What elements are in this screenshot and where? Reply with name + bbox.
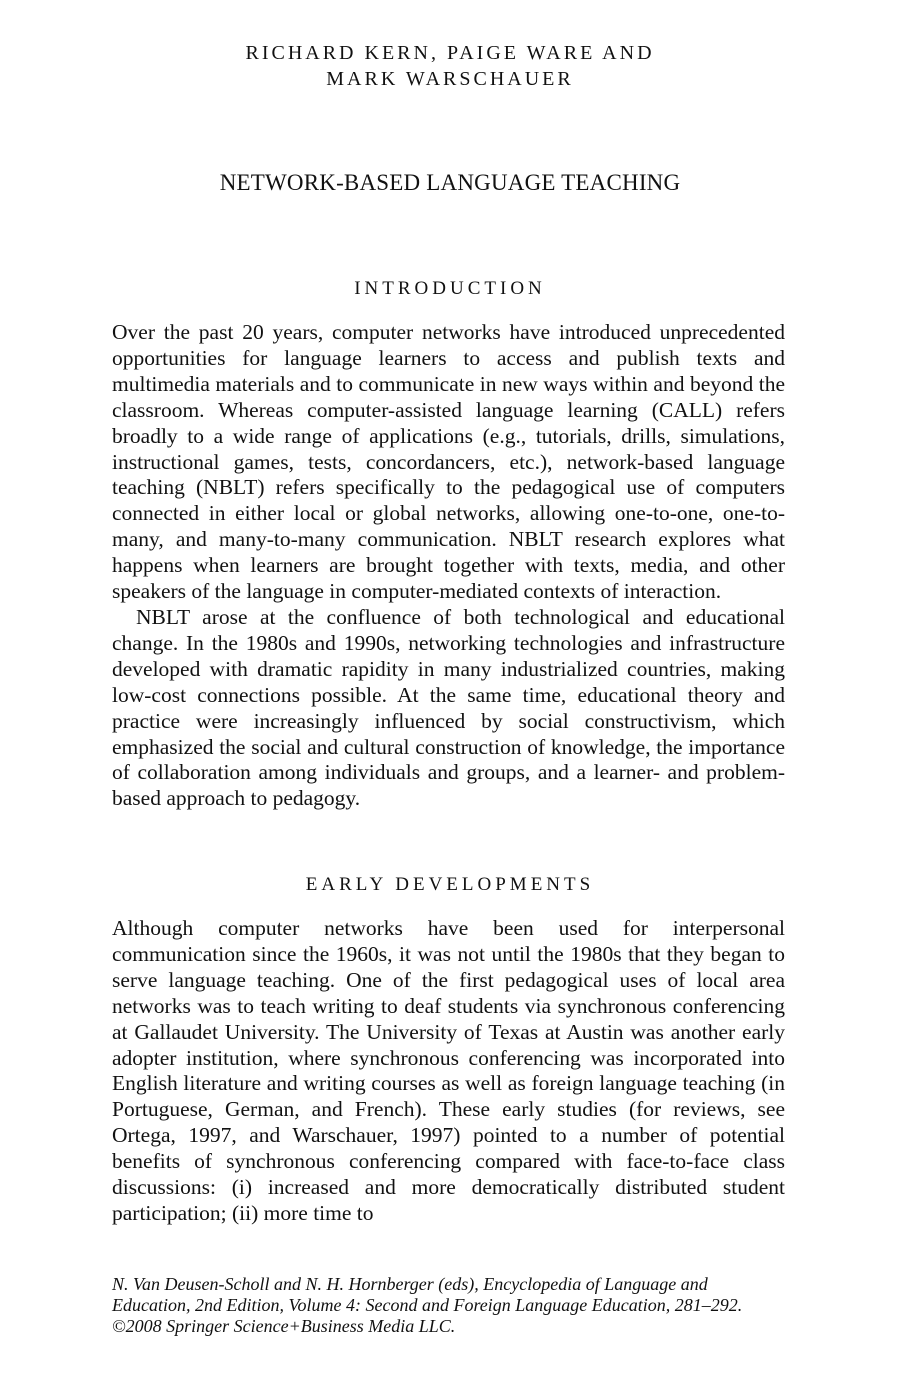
chapter-title: NETWORK-BASED LANGUAGE TEACHING	[219, 170, 681, 195]
authors-line-2: MARK WARSCHAUER	[326, 68, 574, 90]
footnote-line-3: ©2008 Springer Science+Business Media LLC.	[112, 1316, 456, 1336]
footnote-line-2: Education, 2nd Edition, Volume 4: Second and Foreign Language Education, 281–292.	[112, 1295, 743, 1315]
footnote-line-1: N. Van Deusen-Scholl and N. H. Hornberger (eds), Encyclopedia of Language and	[112, 1274, 708, 1294]
paragraph: Over the past 20 years, computer networks have introduced unprecedented opportunities for language learners to access and publish texts and multimedia materials and to communicate in new ways within and beyond the classroom. Whereas computer-assisted language learning (CALL) refers broadly to a wide range of applications (e.g., tutorials, drills, simulations, instructional games, tests, concordancers, etc.), network-based language teaching (NBLT) refers specifically to the pedagogical use of computers connected in either local or global networks, allowing one-to-one, one-to-many, and many-to-many communication. NBLT research explores what happens when learners are brought together with texts, media, and other speakers of the language in computer-mediated contexts of interaction.	[112, 320, 785, 604]
paragraph: NBLT arose at the confluence of both technological and educational change. In the 1980s and 1990s, networking technologies and infrastructure developed with dramatic rapidity in many industrialized countries, making low-cost connections possible. At the same time, educational theory and practice were increasingly influenced by social constructivism, which emphasized the social and cultural construction of knowledge, the importance of collaboration among individuals and groups, and a learner- and problem-based approach to pedagogy.	[112, 604, 785, 811]
section-heading-early-developments: EARLY DEVELOPMENTS	[305, 874, 595, 895]
section-heading-introduction: INTRODUCTION	[354, 278, 546, 299]
authors-line-1: RICHARD KERN, PAIGE WARE AND	[245, 42, 655, 64]
introduction-body	[112, 320, 785, 812]
citation-footnote	[112, 1274, 812, 1337]
authors	[0, 40, 900, 92]
paragraph: Although computer networks have been used for interpersonal communication since the 1960s, it was not until the 1980s that they began to serve language teaching. One of the first pedagogical uses of local area networks was to teach writing to deaf students via synchronous conferencing at Gallaudet University. The University of Texas at Austin was another early adopter institution, where synchronous conferencing was incorporated into English literature and writing courses as well as foreign language teaching (in Portuguese, German, and French). These early studies (for reviews, see Ortega, 1997, and Warschauer, 1997) pointed to a number of potential benefits of synchronous conferencing compared with face-to-face class discussions: (i) increased and more democratically distributed student participation; (ii) more time to	[112, 916, 785, 1225]
early-developments-body	[112, 916, 785, 1227]
